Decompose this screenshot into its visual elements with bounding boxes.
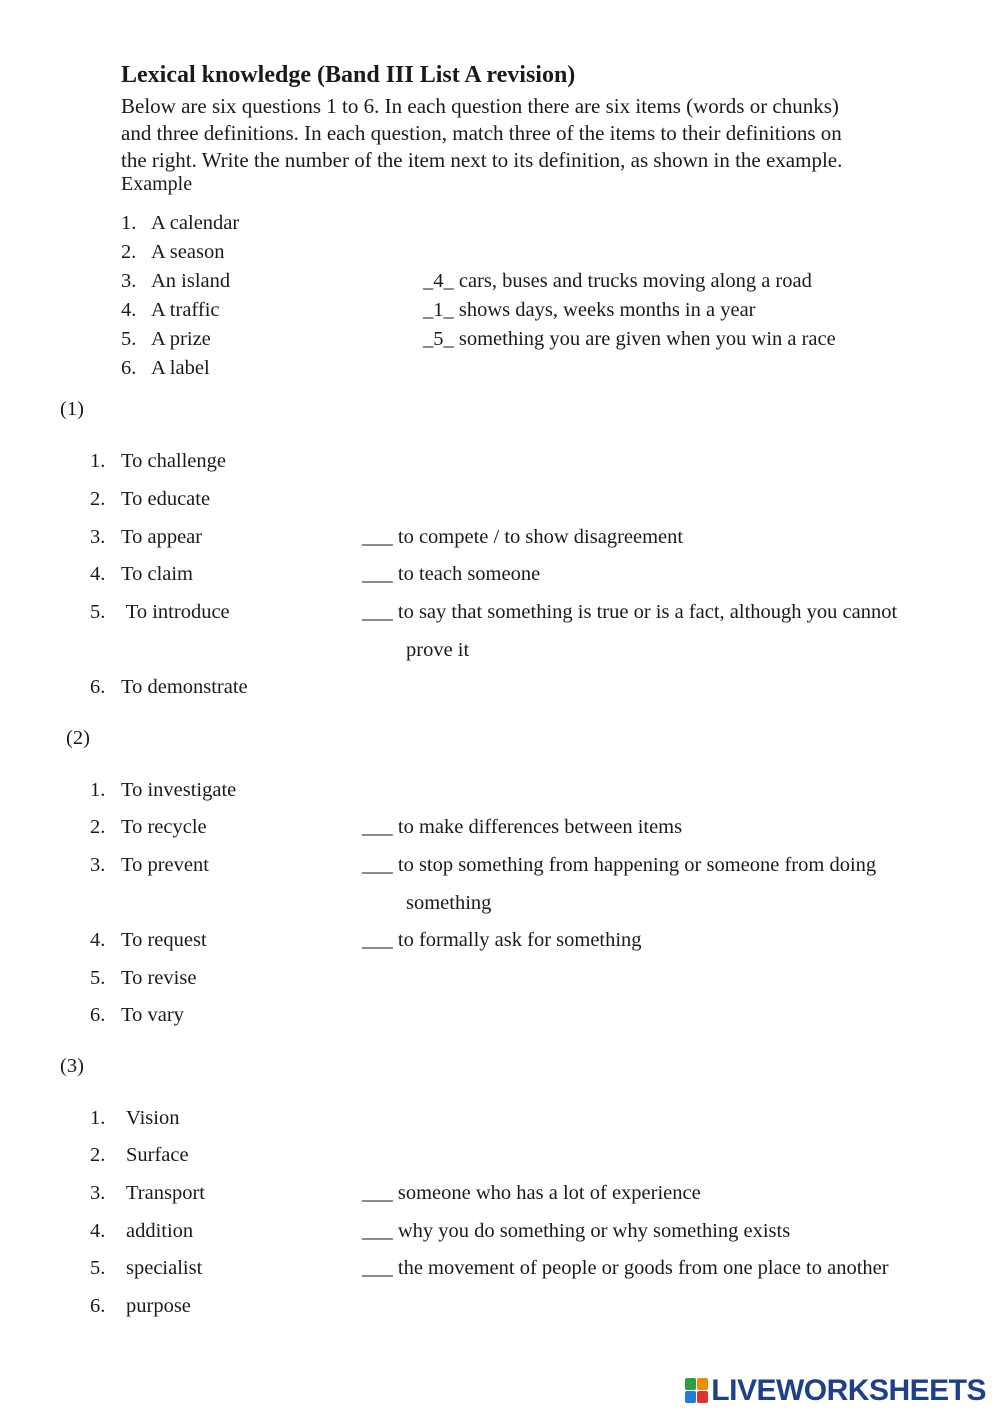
section-2-item-number: 4. bbox=[90, 929, 106, 951]
section-2-item-number: 1. bbox=[90, 779, 106, 801]
section-1-item-number: 3. bbox=[90, 526, 106, 548]
section-3-item: Surface bbox=[126, 1144, 189, 1166]
section-3-item: purpose bbox=[126, 1295, 191, 1317]
section-3-item-number: 2. bbox=[90, 1144, 106, 1166]
section-2-item-number: 2. bbox=[90, 816, 106, 838]
example-definition: _4_ cars, buses and trucks moving along a road bbox=[423, 270, 812, 292]
section-2-definition: ___ to stop something from happening or someone from doing bbox=[362, 854, 877, 876]
section-1-item: To demonstrate bbox=[121, 676, 248, 698]
section-3-item-number: 6. bbox=[90, 1295, 106, 1317]
section-1-item: To claim bbox=[121, 563, 194, 585]
section-2-label: (2) bbox=[66, 727, 90, 749]
example-label: Example bbox=[121, 173, 193, 195]
example-item-number: 3. bbox=[121, 270, 137, 292]
section-2-definition: ___ to formally ask for something bbox=[362, 929, 642, 951]
section-1-item: To introduce bbox=[121, 601, 230, 623]
section-1-item: To challenge bbox=[121, 450, 227, 472]
page-title: Lexical knowledge (Band III List A revision) bbox=[121, 62, 576, 88]
example-item: An island bbox=[151, 270, 231, 292]
section-1-label: (1) bbox=[60, 398, 84, 420]
instructions-line: Below are six questions 1 to 6. In each question there are six items (words or chunks) bbox=[121, 94, 839, 118]
section-2-item: To investigate bbox=[121, 779, 237, 801]
example-item-number: 1. bbox=[121, 212, 137, 234]
section-3-item: addition bbox=[126, 1220, 194, 1242]
section-2-item-number: 5. bbox=[90, 967, 106, 989]
instructions-line: and three definitions. In each question, match three of the items to their definitions on bbox=[121, 121, 842, 145]
section-3-item-number: 4. bbox=[90, 1220, 106, 1242]
example-item: A label bbox=[151, 357, 210, 379]
section-2-definition: ___ to make differences between items bbox=[362, 816, 683, 838]
section-2-item-number: 3. bbox=[90, 854, 106, 876]
section-2-item: To prevent bbox=[121, 854, 209, 876]
example-item: A calendar bbox=[151, 212, 240, 234]
section-3-item-number: 5. bbox=[90, 1257, 106, 1279]
section-1-item-number: 2. bbox=[90, 488, 106, 510]
section-3-definition: ___ why you do something or why something exists bbox=[362, 1220, 791, 1242]
section-3-item: Transport bbox=[126, 1182, 205, 1204]
logo-text: LIVEWORKSHEETS bbox=[711, 1374, 986, 1407]
section-1-definition: ___ to teach someone bbox=[362, 563, 541, 585]
section-2-definition-continued: something bbox=[406, 892, 492, 914]
example-definition: _1_ shows days, weeks months in a year bbox=[423, 299, 756, 321]
instructions bbox=[121, 93, 951, 174]
example-item: A traffic bbox=[151, 299, 220, 321]
example-item: A prize bbox=[151, 328, 211, 350]
example-item-number: 5. bbox=[121, 328, 137, 350]
section-1-item: To appear bbox=[121, 526, 203, 548]
section-1-definition: ___ to say that something is true or is a fact, although you cannot bbox=[362, 601, 898, 623]
section-2-item-number: 6. bbox=[90, 1004, 106, 1026]
example-item-number: 4. bbox=[121, 299, 137, 321]
section-3-label: (3) bbox=[60, 1055, 84, 1077]
instructions-line: the right. Write the number of the item next to its definition, as shown in the example. bbox=[121, 148, 843, 172]
section-3-item: Vision bbox=[126, 1107, 180, 1129]
section-1-item-number: 1. bbox=[90, 450, 106, 472]
section-3-item: specialist bbox=[126, 1257, 203, 1279]
section-3-definition: ___ the movement of people or goods from one place to another bbox=[362, 1257, 889, 1279]
section-3-definition: ___ someone who has a lot of experience bbox=[362, 1182, 701, 1204]
section-1-definition-continued: prove it bbox=[406, 639, 470, 661]
section-2-item: To revise bbox=[121, 967, 197, 989]
section-2-item: To recycle bbox=[121, 816, 207, 838]
section-2-item: To request bbox=[121, 929, 207, 951]
example-item-number: 2. bbox=[121, 241, 137, 263]
example-item: A season bbox=[151, 241, 225, 263]
section-1-item-number: 6. bbox=[90, 676, 106, 698]
section-1-definition: ___ to compete / to show disagreement bbox=[362, 526, 684, 548]
section-1-item: To educate bbox=[121, 488, 211, 510]
liveworksheets-logo-icon bbox=[685, 1378, 709, 1404]
section-1-item-number: 4. bbox=[90, 563, 106, 585]
example-definition: _5_ something you are given when you win a race bbox=[423, 328, 836, 350]
liveworksheets-logo[interactable] bbox=[685, 1374, 986, 1408]
section-3-item-number: 3. bbox=[90, 1182, 106, 1204]
section-3-item-number: 1. bbox=[90, 1107, 106, 1129]
example-item-number: 6. bbox=[121, 357, 137, 379]
section-1-item-number: 5. bbox=[90, 601, 106, 623]
section-2-item: To vary bbox=[121, 1004, 184, 1026]
